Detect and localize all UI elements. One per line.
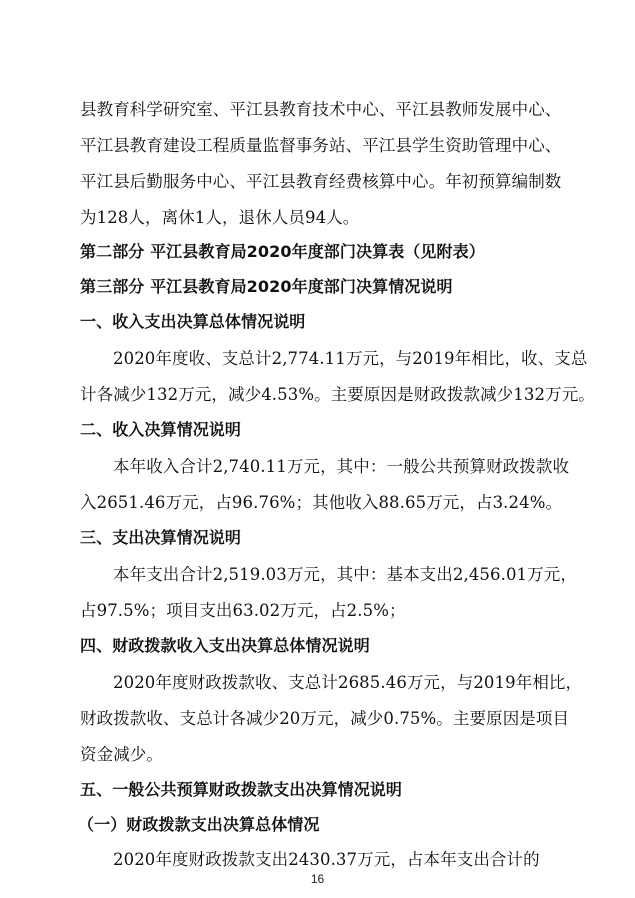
body-text-line: 2020年度财政拨款支出2430.37万元，占本年支出合计的 bbox=[113, 850, 540, 869]
body-text-line: 为128人，离休1人，退休人员94人。 bbox=[80, 208, 360, 227]
body-text-line: 入2651.46万元，占96.76%；其他收入88.65万元，占3.24%。 bbox=[80, 493, 563, 512]
section-heading: 二、收入决算情况说明 bbox=[80, 420, 242, 439]
body-text-line: 平江县教育建设工程质量监督事务站、平江县学生资助管理中心、 bbox=[80, 136, 562, 155]
body-text-line: 县教育科学研究室、平江县教育技术中心、平江县教师发展中心、 bbox=[80, 100, 562, 119]
section-heading: 三、支出决算情况说明 bbox=[80, 528, 242, 547]
body-text-line: 2020年度收、支总计2,774.11万元，与2019年相比，收、支总 bbox=[113, 349, 588, 368]
body-text-line: 财政拨款收、支总计各减少20万元，减少0.75%。主要原因是项目 bbox=[80, 709, 570, 728]
section-heading: 五、一般公共预算财政拨款支出决算情况说明 bbox=[80, 780, 403, 799]
section-heading: 四、财政拨款收入支出决算总体情况说明 bbox=[80, 636, 370, 655]
body-text-line: 计各减少132万元，减少4.53%。主要原因是财政拨款减少132万元。 bbox=[80, 385, 595, 404]
body-text-line: 占97.5%；项目支出63.02万元，占2.5%； bbox=[80, 601, 406, 620]
body-text-line: 2020年度财政拨款收、支总计2685.46万元，与2019年相比， bbox=[113, 673, 583, 692]
section-heading: 一、收入支出决算总体情况说明 bbox=[80, 312, 306, 331]
subsection-heading: （一）财政拨款支出决算总体情况 bbox=[78, 815, 320, 834]
body-text-line: 资金减少。 bbox=[80, 745, 163, 764]
part-three-heading: 第三部分 平江县教育局2020年度部门决算情况说明 bbox=[80, 277, 453, 296]
body-text-line: 本年收入合计2,740.11万元，其中：一般公共预算财政拨款收 bbox=[113, 457, 570, 476]
part-two-heading: 第二部分 平江县教育局2020年度部门决算表（见附表） bbox=[80, 242, 485, 261]
body-text-line: 平江县后勤服务中心、平江县教育经费核算中心。年初预算编制数 bbox=[80, 172, 562, 191]
page-number: 16 bbox=[310, 872, 325, 886]
body-text-line: 本年支出合计2,519.03万元，其中：基本支出2,456.01万元， bbox=[113, 565, 577, 584]
